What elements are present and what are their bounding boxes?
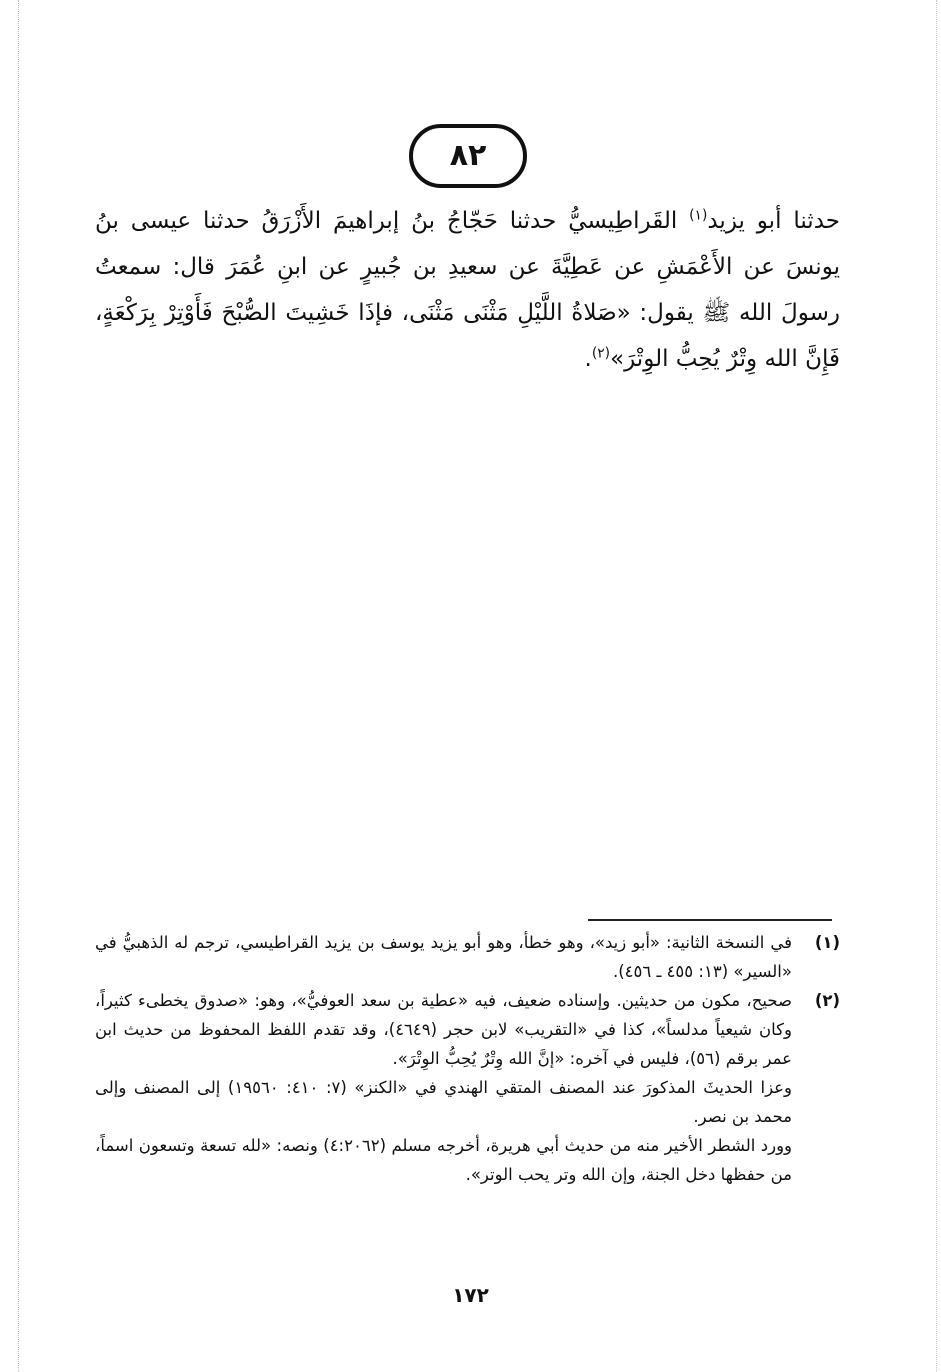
footnote-number: (١) xyxy=(814,933,840,952)
hadith-number: ٨٢ xyxy=(449,138,487,173)
scan-edge-left xyxy=(18,0,19,1372)
footnote-body xyxy=(95,928,792,986)
footnote-body xyxy=(95,986,792,1189)
page-number: ١٧٢ xyxy=(452,1283,489,1307)
hadith-text-end: . xyxy=(584,346,592,372)
footnote-separator xyxy=(588,919,832,921)
footnote-paragraph: وورد الشطر الأخير منه من حديث أبي هريرة، أخرجه مسلم (٤:٢٠٦٢) ونصه: «لله تسعة وتسعون اسماً، من حفظها دخل الجنة، وإن الله وتر يحب الوتر». xyxy=(95,1136,793,1184)
footnote-paragraph: في النسخة الثانية: «أبو زيد»، وهو خطأ، وهو أبو يزيد يوسف بن يزيد القراطيسي، ترجم له الذهبيُّ في «السير» (١٣: ٤٥٥ ـ ٤٥٦). xyxy=(95,933,792,981)
footnotes-section xyxy=(95,928,840,1189)
scan-edge-right xyxy=(936,0,937,1372)
footnote-ref-1[interactable]: (١) xyxy=(689,207,708,224)
footnote-paragraph: صحيح، مكون من حديثين. وإسناده ضعيف، فيه «عطية بن سعد العوفيُّ»، وهو: «صدوق يخطىء كثيراً، وكان شيعياً مدلساً»، كذا في «التقريب» لابن حجر (٤٦٤٩)، وقد تقدم اللفظ المحفوظ من حديث ابن عمر برقم (٥٦)، فليس في آخره: «إنَّ الله وِتْرٌ يُحِبُّ الوِتْرَ». xyxy=(95,991,792,1068)
hadith-text-body: القَراطِيسيُّ حدثنا حَجّاجُ بنُ إبراهيمَ الأَزْرَقُ حدثنا عيسى بنُ يونسَ عن الأَعْمَشِ عن عَطِيَّةَ عن سعيدِ بن جُبيرٍ عن ابنِ عُمَرَ قال: سمعتُ رسولَ الله ﷺ يقول: «صَلاةُ اللَّيْلِ مَثْنَى مَثْنَى، فإذَا خَشِيتَ الصُّبْحَ فَأَوْتِرْ بِرَكْعَةٍ، فَإِنَّ الله وِتْرٌ يُحِبُّ الوِتْرَ» xyxy=(95,208,840,372)
hadith-text xyxy=(95,198,840,382)
hadith-number-badge xyxy=(409,124,527,188)
hadith-text-opening: حدثنا أبو يزيد xyxy=(707,208,840,234)
footnote-ref-2[interactable]: (٢) xyxy=(591,345,611,362)
footnote-number: (٢) xyxy=(814,991,840,1010)
footnote-1 xyxy=(95,928,840,986)
footnote-paragraph: وعزا الحديثَ المذكورَ عند المصنف المتقي الهندي في «الكنز» (٧: ٤١٠: ١٩٥٦٠) إلى المصنف وإلى محمد بن نصر. xyxy=(95,1078,792,1126)
footnote-2 xyxy=(95,986,840,1189)
